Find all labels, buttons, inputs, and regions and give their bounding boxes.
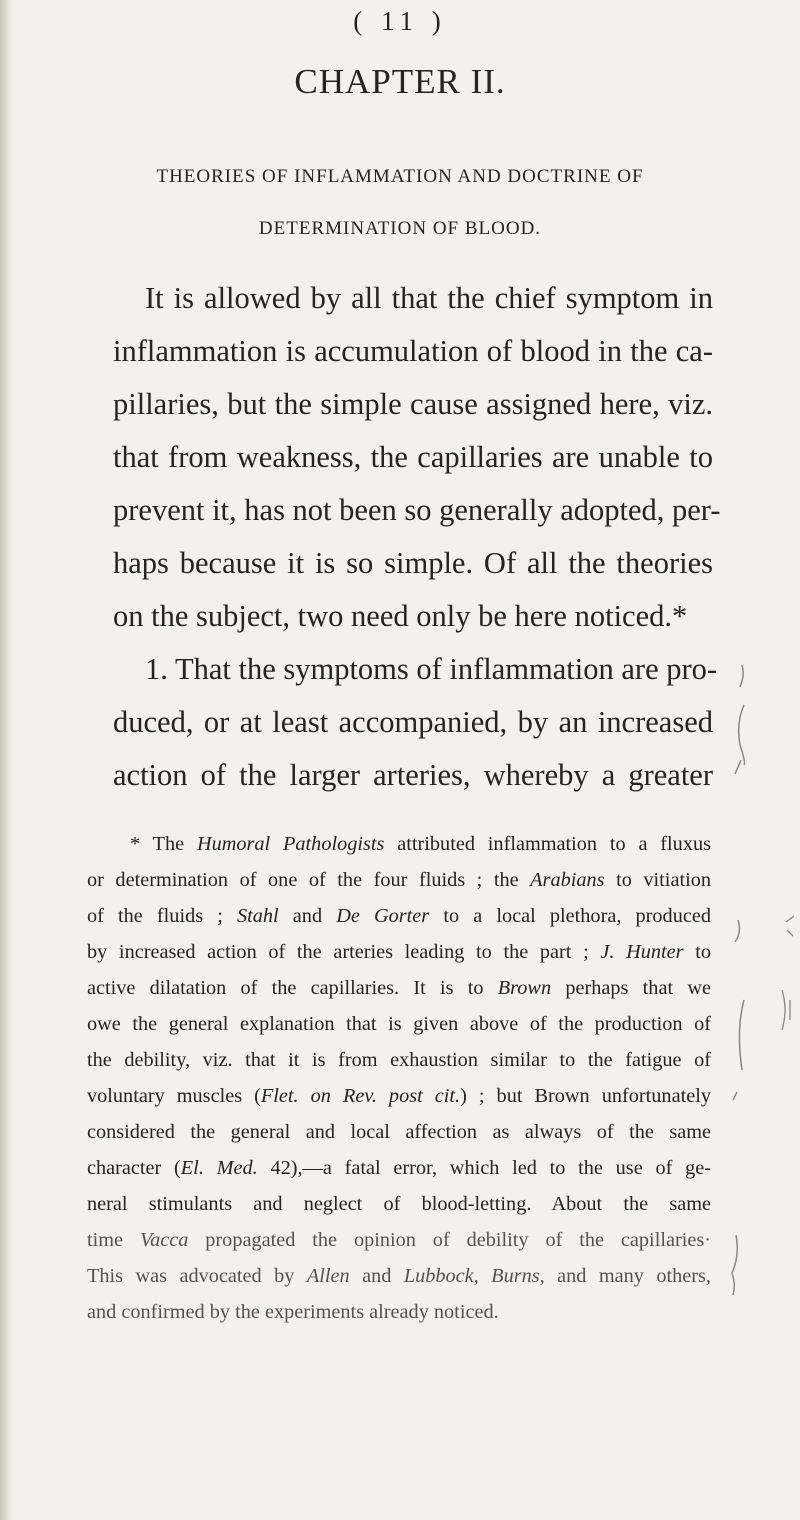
chapter-subtitle-line-2: DETERMINATION OF BLOOD. <box>258 218 542 239</box>
footnote-line: character (El. Med. 42),—a fatal error, which led to the use of ge- <box>87 1157 711 1179</box>
footnote-line: owe the general explanation that is given above of the production of <box>87 1013 711 1035</box>
body-line: 1. That the symptoms of inflammation are pro- <box>145 652 718 686</box>
footnote-line: * The Humoral Pathologists attributed inflammation to a fluxus <box>130 833 711 855</box>
body-line: inflammation is accumulation of blood in the ca- <box>113 334 713 368</box>
chapter-subtitle-line-1: THEORIES OF INFLAMMATION AND DOCTRINE OF <box>156 166 644 187</box>
body-line: pillaries, but the simple cause assigned here, viz. <box>113 387 713 421</box>
footnote-line: This was advocated by Allen and Lubbock, Burns, and many others, <box>87 1265 712 1287</box>
footnote-line: of the fluids ; Stahl and De Gorter to a local plethora, produced <box>87 905 711 927</box>
footnote-line: and confirmed by the experiments already noticed. <box>87 1301 499 1323</box>
footnote-line: considered the general and local affection as always of the same <box>87 1121 711 1143</box>
body-line: prevent it, has not been so generally adopted, per- <box>113 493 721 527</box>
footnote-line: neral stimulants and neglect of blood-letting. About the same <box>87 1193 711 1215</box>
footnote-line: the debility, viz. that it is from exhaustion similar to the fatigue of <box>87 1049 711 1071</box>
footnote-line: or determination of one of the four fluids ; the Arabians to vitiation <box>87 869 711 891</box>
body-line: on the subject, two need only be here noticed.* <box>113 599 688 633</box>
body-line: It is allowed by all that the chief symptom in <box>145 281 713 315</box>
footnote-line: by increased action of the arteries leading to the part ; J. Hunter to <box>87 941 711 963</box>
chapter-heading: CHAPTER II. <box>294 62 506 101</box>
footnote-line: voluntary muscles (Flet. on Rev. post cit.) ; but Brown unfortunately <box>87 1085 711 1107</box>
body-line: duced, or at least accompanied, by an increased <box>113 705 713 739</box>
body-line: haps because it is so simple. Of all the theories <box>113 546 713 580</box>
body-line: action of the larger arteries, whereby a greater <box>113 758 713 792</box>
body-line: that from weakness, the capillaries are unable to <box>113 440 713 474</box>
footnote-line: active dilatation of the capillaries. It is to Brown perhaps that we <box>87 977 711 999</box>
footnote-line: time Vacca propagated the opinion of debility of the capillaries· <box>87 1229 711 1251</box>
page-number: ( 11 ) <box>353 6 447 36</box>
